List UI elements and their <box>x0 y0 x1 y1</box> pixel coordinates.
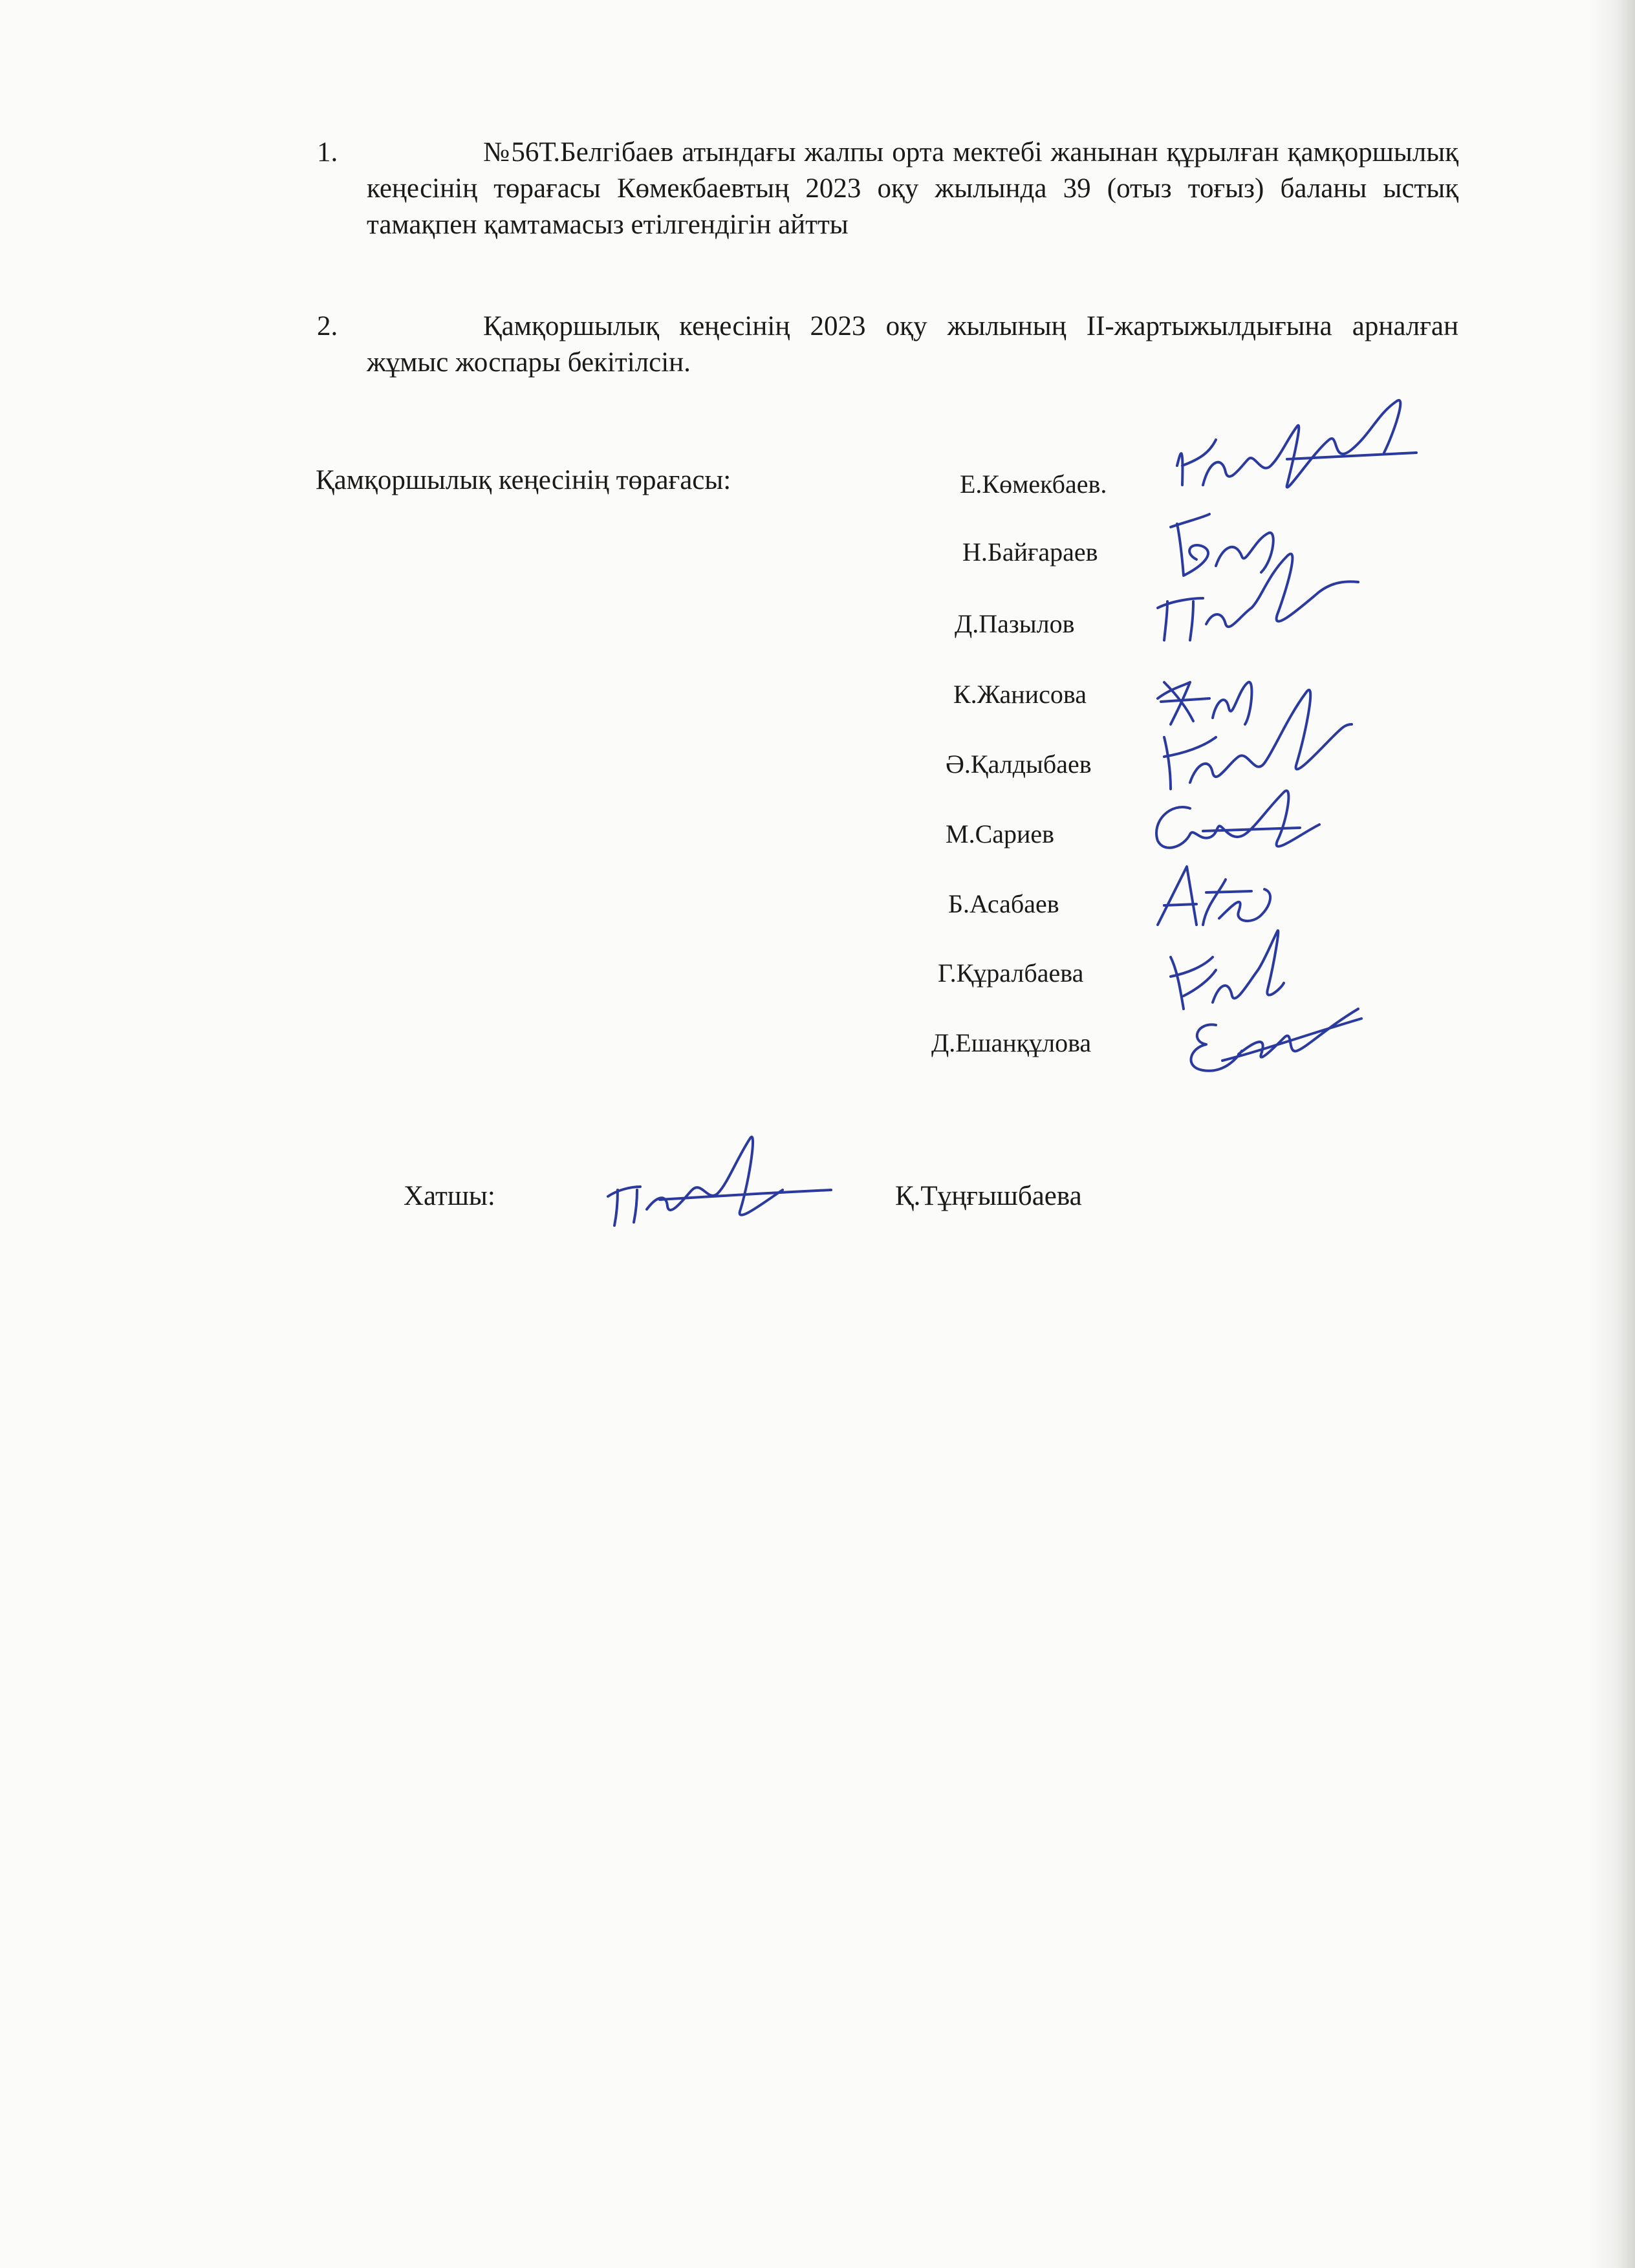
member-name: Д.Пазылов <box>955 609 1075 638</box>
chair-label: Қамқоршылық кеңесінің төрағасы: <box>316 465 731 495</box>
resolution-item-1 <box>317 135 1458 243</box>
member-name: М.Сариев <box>946 819 1055 848</box>
member-name: Ә.Қалдыбаев <box>946 750 1092 779</box>
signature-sariev <box>1138 763 1326 867</box>
item-text: Қамқоршылық кеңесінің 2023 оқу жылының ІІ-жартыжылдығына арналған жұмыс жоспары бекітілсін. <box>367 311 1458 378</box>
secretary-label: Хатшы: <box>404 1181 495 1211</box>
member-name: Н.Байғараев <box>962 537 1098 567</box>
signature-pazylov <box>1151 537 1371 647</box>
scan-edge-shadow <box>1590 0 1635 2268</box>
signature-secretary <box>595 1125 841 1229</box>
signature-eshankulova <box>1177 989 1371 1086</box>
secretary-name: Қ.Тұңғышбаева <box>895 1181 1082 1211</box>
member-name: К.Жанисова <box>953 680 1087 709</box>
item-text: №56Т.Белгібаев атындағы жалпы орта мектебі жанынан құрылған қамқоршылық кеңесінің төрағасы Көмекбаевтың 2023 оқу жылында 39 (отыз тоғыз) баланы ыстық тамақпен қамтамасыз етілгендігін айтты <box>367 137 1458 240</box>
item-number: 1. <box>317 137 338 167</box>
member-name: Г.Құралбаева <box>938 958 1084 988</box>
member-name: Б.Асабаев <box>948 889 1059 918</box>
member-name: Д.Ешанқұлова <box>931 1028 1092 1057</box>
member-name: Е.Көмекбаев. <box>960 470 1107 499</box>
resolution-item-2 <box>317 308 1458 381</box>
item-number: 2. <box>317 311 338 341</box>
signature-komekbaev <box>1164 388 1436 517</box>
